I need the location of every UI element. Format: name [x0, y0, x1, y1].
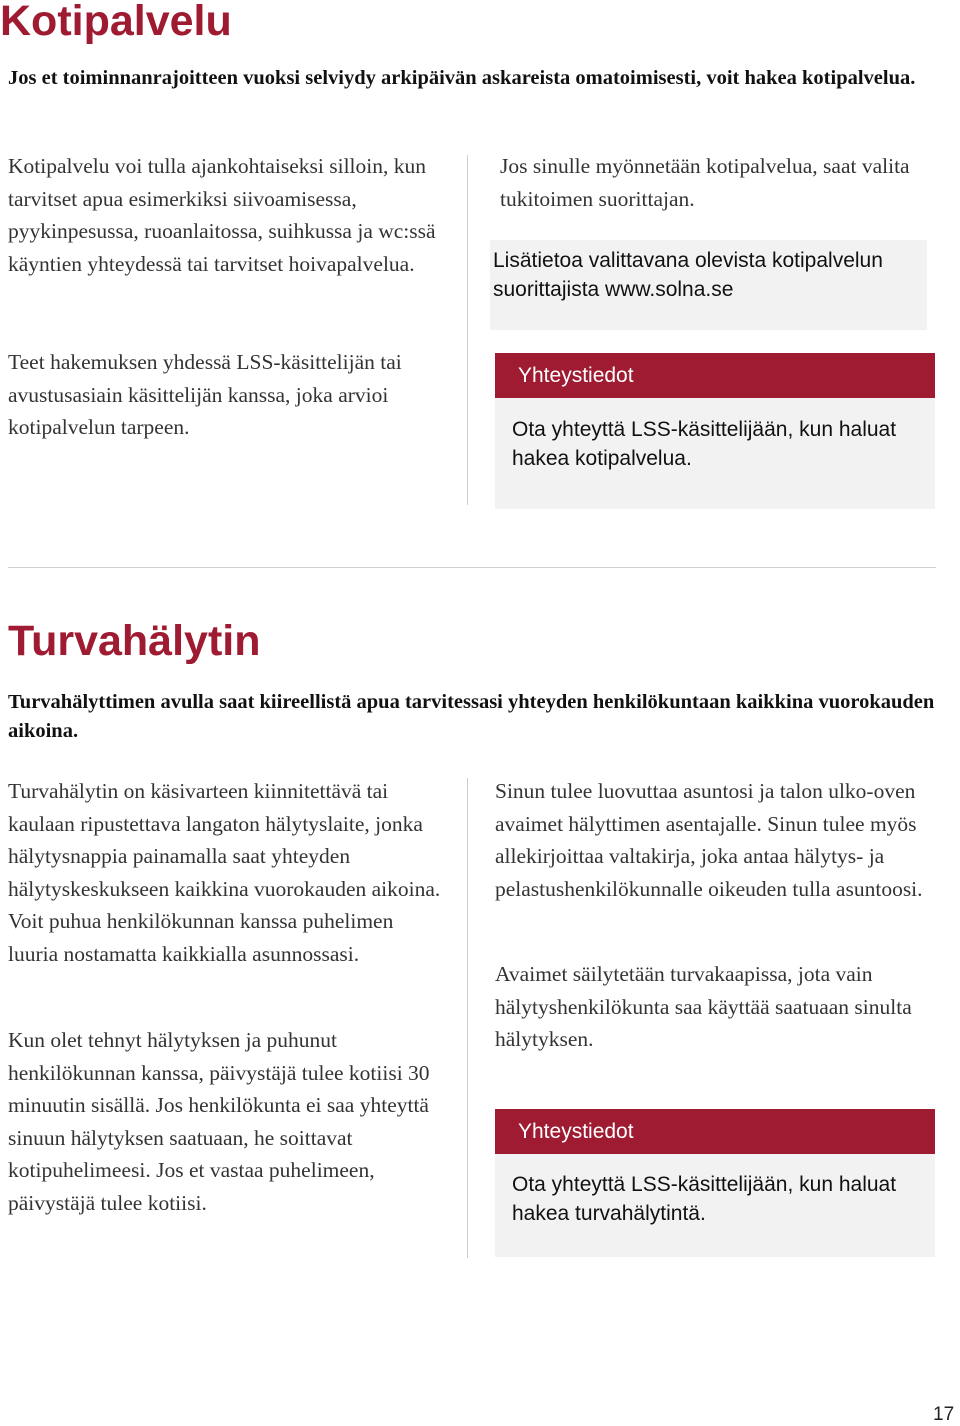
page-number: 17	[933, 1404, 955, 1425]
body-paragraph: Sinun tulee luovuttaa asuntosi ja talon ulko-oven avaimet hälyttimen asentajalle. Sinun tulee myös allekirjoittaa valtakirja, joka antaa hälytys- ja pelastushenkilökunnalle oikeuden tulla asuntoosi.	[495, 779, 923, 901]
body-paragraph: Kun olet tehnyt hälytyksen ja puhunut henkilökunnan kanssa, päivystäjä tulee kotiisi 30 minuutin sisällä. Jos henkilökunta ei saa yhteyttä sinuun hälytyksen saatuaan, he soittavat kotipuhelimeesi. Jos et vastaa puhelimeen, päivystäjä tulee kotiisi.	[8, 1028, 430, 1215]
column-divider	[467, 155, 468, 505]
contact-box-text: Ota yhteyttä LSS-käsittelijään, kun haluat hakea turvahälytintä.	[512, 1173, 897, 1225]
body-paragraph: Jos sinulle myönnetään kotipalvelua, saat valita tukitoimen suorittajan.	[500, 154, 910, 211]
body-paragraph: Kotipalvelu voi tulla ajankohtaiseksi silloin, kun tarvitset apua esimerkiksi siivoamisessa, pyykinpesussa, ruoanlaitossa, suihkussa ja wc:ssä käyntien yhteydessä tai tarvitset hoivapalvelua.	[8, 154, 436, 276]
body-paragraph: Teet hakemuksen yhdessä LSS-käsittelijän tai avustusasiain käsittelijän kanssa, joka arvioi kotipalvelun tarpeen.	[8, 350, 402, 439]
contact-box-title: Yhteystiedot	[495, 353, 935, 398]
contact-box	[495, 353, 935, 509]
section-lead: Turvahälyttimen avulla saat kiireellistä apua tarvitessasi yhteyden henkilökuntaan kaikkina vuorokauden aikoina.	[8, 691, 935, 742]
section-title-turvahalytin: Turvahälytin	[8, 617, 261, 665]
contact-box-title: Yhteystiedot	[495, 1109, 935, 1154]
contact-box	[495, 1109, 935, 1257]
info-box-text: Lisätietoa valittavana olevista kotipalvelun suorittajista www.solna.se	[493, 249, 883, 301]
body-paragraph: Avaimet säilytetään turvakaapissa, jota vain hälytyshenkilökunta saa käyttää saatuaan sinulta hälytyksen.	[495, 962, 912, 1051]
section-lead: Jos et toiminnanrajoitteen vuoksi selviydy arkipäivän askareista omatoimisesti, voit hakea kotipalvelua.	[8, 67, 916, 89]
section-divider	[8, 567, 936, 568]
body-paragraph: Turvahälytin on käsivarteen kiinnitettävä tai kaulaan ripustettava langaton hälytyslaite, jonka hälytysnappia painamalla saat yhteyden hälytyskeskukseen kaikkina vuorokauden aikoina. Voit puhua henkilökunnan kanssa puhelimen luuria nostamatta kaikkialla asunnossasi.	[8, 779, 441, 966]
column-divider	[467, 778, 468, 1258]
info-box	[490, 240, 927, 330]
contact-box-text: Ota yhteyttä LSS-käsittelijään, kun haluat hakea kotipalvelua.	[512, 418, 897, 470]
section-title-kotipalvelu: Kotipalvelu	[0, 0, 232, 45]
